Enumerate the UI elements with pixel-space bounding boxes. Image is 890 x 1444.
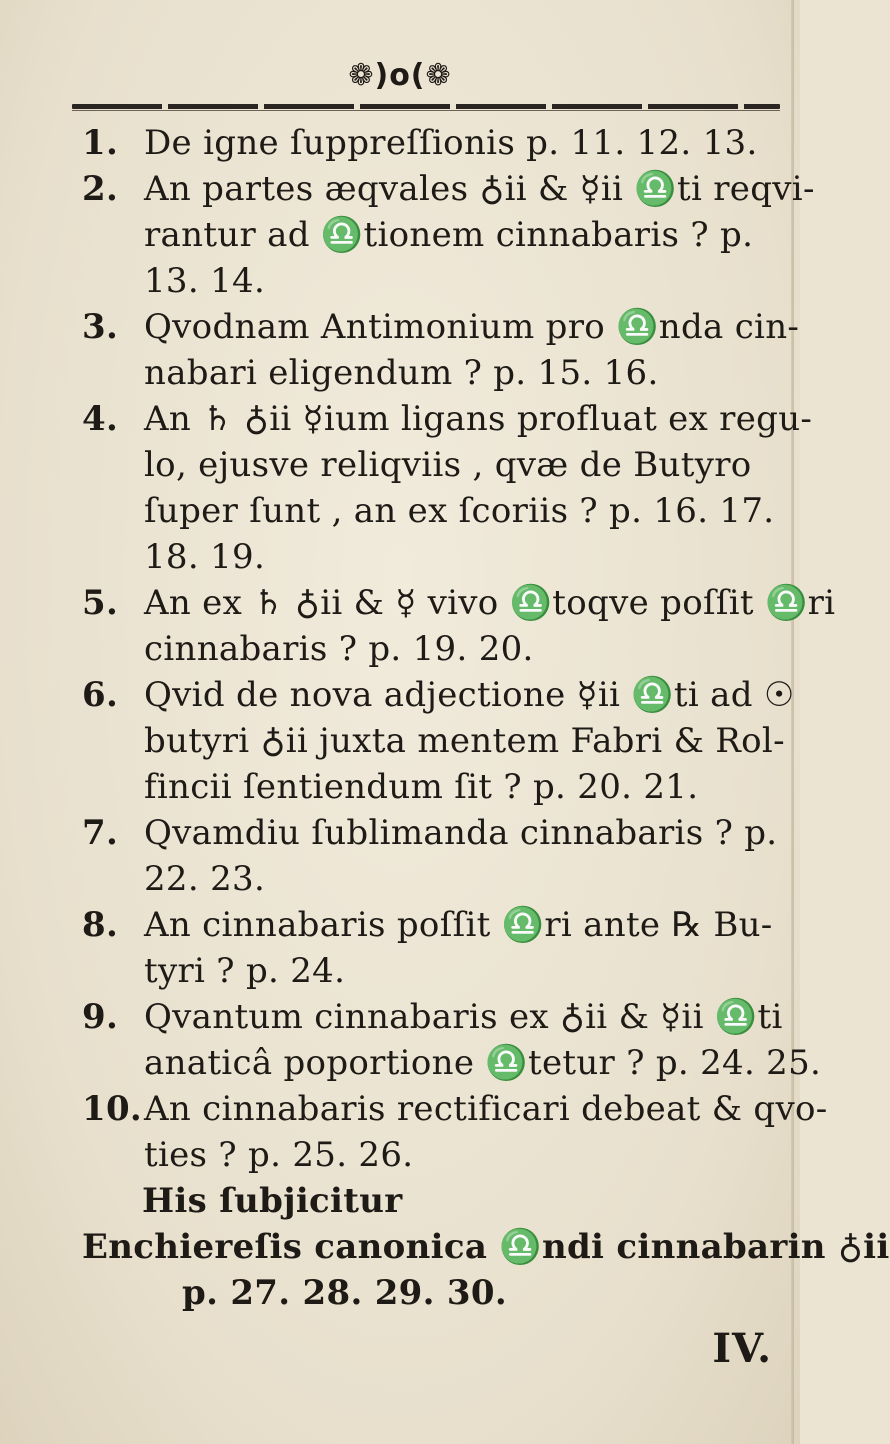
entry-number: 4. xyxy=(82,399,119,439)
entry-line: 18. 19. xyxy=(144,537,266,577)
subjoined-pages: p. 27. 28. 29. 30. xyxy=(182,1273,507,1313)
entry-line: An cinnabaris poſſit ♎ri ante ℞ Bu- xyxy=(144,905,773,945)
entry-number: 2. xyxy=(82,169,119,209)
entry-line: De igne ſuppreſſionis p. 11. 12. 13. xyxy=(144,123,758,163)
entry-line: 13. 14. xyxy=(144,261,266,301)
contents-entry-2 xyxy=(82,166,815,304)
entry-number: 1. xyxy=(82,123,119,163)
contents-entry-7 xyxy=(82,810,794,902)
entry-line: An partes æqvales ♁ii & ☿ii ♎ti reqvi- xyxy=(144,169,815,209)
header-rule xyxy=(72,104,780,109)
entry-number: 6. xyxy=(82,675,119,715)
entry-line: butyri ♁ii juxta mentem Fabri & Rol- xyxy=(144,721,785,761)
catchword: IV. xyxy=(712,1325,772,1372)
subjoined-heading: His ſubjicitur xyxy=(142,1181,403,1221)
header-ornament: ❁)o(❁ xyxy=(348,58,452,93)
entry-number: 9. xyxy=(82,997,119,1037)
contents-entry-4 xyxy=(82,396,813,580)
entry-line: Qvid de nova adjectione ☿ii ♎ti ad ☉ xyxy=(144,675,795,715)
contents-entry-6 xyxy=(82,672,794,810)
contents-list xyxy=(82,120,890,1316)
entry-number: 5. xyxy=(82,583,119,623)
entry-number: 3. xyxy=(82,307,119,347)
contents-entry-1 xyxy=(82,120,794,166)
entry-line: lo, ejusve reliqviis , qvæ de Butyro xyxy=(144,445,752,485)
subjoined-section xyxy=(82,1178,890,1316)
entry-line: rantur ad ♎tionem cinnabaris ? p. xyxy=(144,215,754,255)
entry-line: ſuper ſunt , an ex ſcoriis ? p. 16. 17. xyxy=(144,491,775,531)
entry-line: fincii ſentiendum ſit ? p. 20. 21. xyxy=(144,767,699,807)
entry-line: cinnabaris ? p. 19. 20. xyxy=(144,629,534,669)
entry-line: An ♄ ♁ii ☿ium ligans profluat ex regu- xyxy=(144,399,813,439)
entry-line: anaticâ poportione ♎tetur ? p. 24. 25. xyxy=(144,1043,822,1083)
contents-entry-8 xyxy=(82,902,794,994)
contents-entry-3 xyxy=(82,304,800,396)
entry-number: 7. xyxy=(82,813,119,853)
entry-line: nabari eligendum ? p. 15. 16. xyxy=(144,353,659,393)
entry-number: 8. xyxy=(82,905,119,945)
entry-line: ties ? p. 25. 26. xyxy=(144,1135,414,1175)
entry-line: 22. 23. xyxy=(144,859,266,899)
entry-number: 10. xyxy=(82,1089,143,1129)
subjoined-title: Enchiereſis canonica ♎ndi cinnabarin ♁ii xyxy=(82,1227,890,1267)
entry-line: Qvantum cinnabaris ex ♁ii & ☿ii ♎ti xyxy=(144,997,783,1037)
contents-entry-10 xyxy=(82,1086,828,1178)
entry-line: Qvamdiu ſublimanda cinnabaris ? p. xyxy=(144,813,778,853)
contents-entry-5 xyxy=(82,580,836,672)
contents-entry-9 xyxy=(82,994,822,1086)
entry-line: Qvodnam Antimonium pro ♎nda cin- xyxy=(144,307,800,347)
entry-line: tyri ? p. 24. xyxy=(144,951,346,991)
entry-line: An ex ♄ ♁ii & ☿ vivo ♎toqve poſſit ♎ri xyxy=(144,583,836,623)
entry-line: An cinnabaris rectificari debeat & qvo- xyxy=(144,1089,828,1129)
header-rule-thin xyxy=(72,110,780,111)
